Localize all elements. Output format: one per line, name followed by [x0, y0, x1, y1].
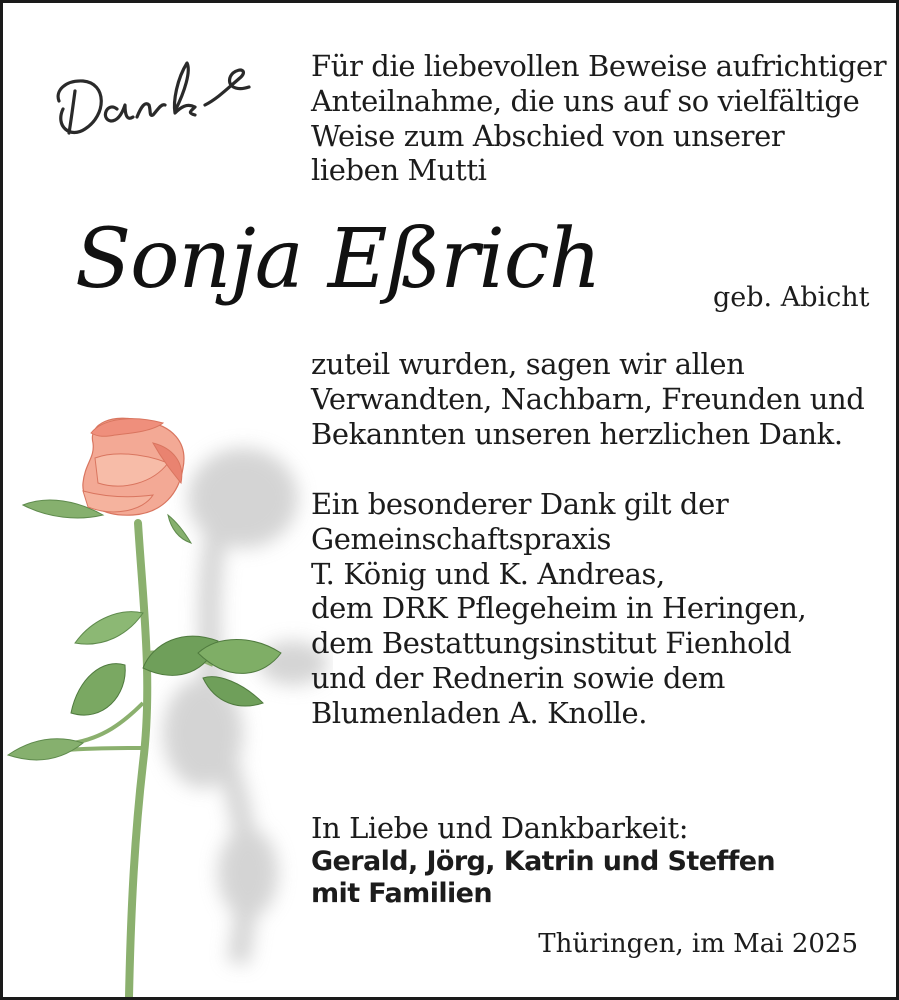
rose-leaf: [75, 612, 143, 644]
special-thanks-text: [311, 487, 806, 731]
special-thanks-line: dem Bestattungsinstitut Fienhold: [311, 626, 792, 661]
thanks-line: Verwandten, Nachbarn, Freunden und: [311, 381, 865, 416]
intro-line: Weise zum Abschied von unserer: [311, 118, 785, 153]
thanks-line: zuteil wurden, sagen wir allen: [311, 347, 745, 381]
rose-bloom: [83, 418, 184, 515]
closing-intro: In Liebe und Dankbarkeit:: [311, 811, 689, 845]
closing-text: [311, 811, 775, 911]
special-thanks-line: Ein besonderer Dank gilt der: [311, 487, 729, 521]
intro-line: Anteilnahme, die uns auf so vielfältige: [311, 83, 860, 118]
intro-line: Für die liebevollen Beweise aufrichtiger: [311, 49, 887, 83]
thanks-line: Bekannten unseren herzlichen Dank.: [311, 416, 843, 451]
danke-handwriting: [45, 31, 265, 151]
place-date: Thüringen, im Mai 2025: [538, 929, 858, 959]
intro-line: lieben Mutti: [311, 153, 487, 188]
signatories-line: mit Familien: [311, 878, 493, 910]
intro-text: [311, 49, 886, 188]
rose-leaf: [8, 739, 83, 760]
rose-illustration: [3, 403, 333, 997]
signatories-line: Gerald, Jörg, Katrin und Steffen: [311, 845, 776, 877]
special-thanks-line: Gemeinschaftspraxis: [311, 521, 611, 556]
special-thanks-line: dem DRK Pflegeheim in Heringen,: [311, 591, 807, 626]
deceased-name: Sonja Eßrich: [75, 212, 601, 307]
birth-name: geb. Abicht: [713, 282, 870, 313]
special-thanks-line: Blumenladen A. Knolle.: [311, 695, 648, 730]
rose-stem: [129, 523, 147, 997]
rose-leaf: [168, 515, 191, 543]
special-thanks-line: T. König und K. Andreas,: [311, 556, 665, 591]
special-thanks-line: und der Rednerin sowie dem: [311, 660, 726, 695]
rose-leaf: [71, 664, 125, 715]
thanks-text: [311, 347, 864, 451]
